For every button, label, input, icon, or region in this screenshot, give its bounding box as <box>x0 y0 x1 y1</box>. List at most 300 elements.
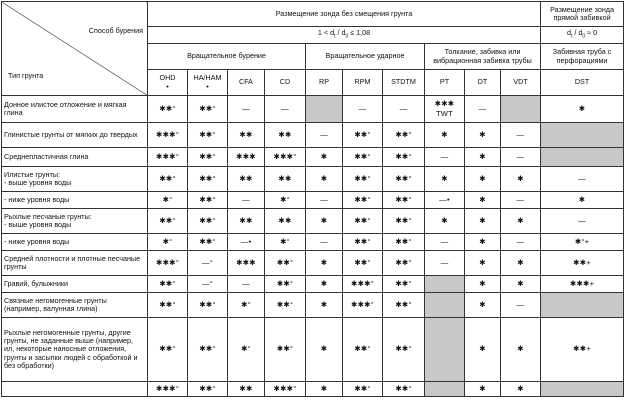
column-header <box>343 70 383 96</box>
rating-mark: ✱✱° <box>199 236 216 246</box>
rating-cell <box>148 192 188 209</box>
soil-type-cell: Донное илистое отложение и мягкая глина <box>2 96 148 123</box>
rating-mark: ✱✱✱° <box>273 151 297 161</box>
rating-mark: — <box>516 129 525 139</box>
soil-type-cell <box>2 382 148 397</box>
rating-cell <box>465 96 501 123</box>
rating-cell <box>465 167 501 192</box>
rating-cell <box>501 382 541 397</box>
rating-cell <box>343 318 383 382</box>
rating-mark: —° <box>201 278 214 288</box>
rating-mark: ✱✱✱° <box>351 299 374 309</box>
rating-cell <box>501 192 541 209</box>
rating-cell <box>465 293 501 318</box>
rating-mark: — <box>320 194 328 204</box>
rating-cell <box>228 96 265 123</box>
rating-mark: ✱✱° <box>199 194 216 204</box>
table-row <box>2 382 624 397</box>
column-note-mark: • <box>206 82 209 91</box>
rating-cell <box>383 96 425 123</box>
rating-mark: ✱✱✱° <box>156 129 179 139</box>
rating-mark: — <box>516 194 525 204</box>
rating-cell <box>541 276 624 293</box>
rating-mark: ✱✱ <box>239 129 253 139</box>
rating-mark: —• <box>439 194 450 204</box>
rating-cell <box>265 123 306 148</box>
rating-mark: — <box>399 103 408 113</box>
rating-mark: ✱✱° <box>395 278 412 288</box>
column-header <box>306 70 343 96</box>
column-header-label: PT <box>439 77 450 87</box>
rating-mark: ✱ <box>479 236 486 246</box>
rating-mark: — <box>440 257 449 267</box>
rating-mark: ✱✱° <box>159 299 176 309</box>
column-header <box>425 70 465 96</box>
column-header <box>383 70 425 96</box>
rating-cell <box>343 209 383 234</box>
rating-mark: ✱✱° <box>199 215 216 225</box>
rating-cell <box>425 192 465 209</box>
rating-mark: ✱✱ <box>239 173 253 183</box>
column-header-label: OHD <box>159 72 176 82</box>
rating-mark: ✱✱✱° <box>273 383 297 393</box>
rating-mark: ✱ <box>320 173 328 183</box>
table-row <box>2 251 624 276</box>
rating-mark: ✱✱✱° <box>351 278 374 288</box>
rating-mark: ✱✱° <box>395 236 412 246</box>
rating-cell <box>188 382 228 397</box>
rating-cell <box>465 251 501 276</box>
rating-cell <box>501 167 541 192</box>
soil-type-cell: Илистые грунты: - выше уровня воды <box>2 167 148 192</box>
rating-cell <box>306 96 343 123</box>
soil-type-cell: Глинистые грунты от мягких до твердых <box>2 123 148 148</box>
rating-cell <box>265 382 306 397</box>
rating-cell <box>465 276 501 293</box>
column-header-label: RP <box>319 77 329 87</box>
rating-mark: ✱✱° <box>354 257 371 267</box>
rating-cell <box>501 96 541 123</box>
rating-cell <box>465 192 501 209</box>
rating-mark: ✱✱° <box>276 344 294 354</box>
rating-mark: ✱✱° <box>395 173 412 183</box>
rating-mark: — <box>242 278 250 288</box>
rating-mark: ✱° <box>280 236 290 246</box>
rating-cell <box>343 192 383 209</box>
rating-cell <box>383 318 425 382</box>
rating-mark: ✱ <box>479 278 486 288</box>
rating-cell <box>425 251 465 276</box>
rating-cell <box>343 148 383 167</box>
rating-mark: ✱° <box>162 236 173 246</box>
rating-mark: ✱✱° <box>354 151 371 161</box>
rating-mark: ✱✱° <box>354 173 371 183</box>
rating-cell <box>148 148 188 167</box>
rating-cell <box>228 209 265 234</box>
column-header-label: DT <box>477 77 488 87</box>
soil-type-cell: - ниже уровня воды <box>2 192 148 209</box>
rating-mark: — <box>358 103 367 113</box>
column-header <box>265 70 306 96</box>
rating-mark: ✱ <box>320 278 328 288</box>
column-header-label: HA/HAM <box>193 72 222 82</box>
rating-cell <box>501 251 541 276</box>
rating-mark: ✱✱° <box>199 151 216 161</box>
rating-mark: ✱ <box>320 299 328 309</box>
rating-cell <box>541 192 624 209</box>
rating-mark: ✱✱✱° <box>156 151 179 161</box>
column-header <box>188 70 228 96</box>
rating-mark: ✱✱ <box>239 383 253 393</box>
rating-mark: ✱° <box>280 194 290 204</box>
rating-cell <box>425 96 465 123</box>
rating-mark: ✱✱° <box>395 383 412 393</box>
rating-mark: ✱ <box>479 151 486 161</box>
rating-mark: — <box>242 194 250 204</box>
rating-cell <box>306 209 343 234</box>
rating-cell <box>188 318 228 382</box>
rating-mark: ✱ <box>517 278 524 288</box>
rating-mark: — <box>281 103 289 113</box>
rating-cell <box>228 251 265 276</box>
rating-mark: ✱ <box>320 151 328 161</box>
rating-cell <box>343 251 383 276</box>
rating-cell <box>306 123 343 148</box>
rating-mark: ✱°+ <box>574 236 590 246</box>
rotary-percussive-header: Вращательное ударное <box>306 44 425 70</box>
rating-cell <box>188 251 228 276</box>
rating-cell <box>306 234 343 251</box>
diagonal-header-cell <box>2 2 148 96</box>
soil-type-cell: Связные негомогенные грунты (например, валунная глина) <box>2 293 148 318</box>
table-row <box>2 318 624 382</box>
rating-mark: ✱ <box>517 344 524 354</box>
rating-mark: ✱ <box>479 344 486 354</box>
rating-mark: ✱ <box>479 257 486 267</box>
rating-mark: ✱✱° <box>354 383 371 393</box>
rating-mark: —• <box>240 236 252 246</box>
rating-mark: ✱° <box>241 344 251 354</box>
rating-cell <box>343 382 383 397</box>
rating-cell <box>425 209 465 234</box>
rating-cell <box>383 276 425 293</box>
rating-cell <box>425 318 465 382</box>
rating-mark: ✱✱° <box>199 383 216 393</box>
rating-mark: ✱ <box>320 257 328 267</box>
rating-cell <box>148 293 188 318</box>
rating-cell <box>228 382 265 397</box>
rating-mark: — <box>516 299 525 309</box>
push-drive-header: Толкание, забивка или вибрационная забивка трубы <box>425 44 541 70</box>
rating-cell <box>501 123 541 148</box>
rating-cell <box>383 192 425 209</box>
rating-mark: ✱✱° <box>199 299 216 309</box>
rating-cell <box>465 148 501 167</box>
group-header-no-displacement: Размещение зонда без смещения грунта <box>148 2 541 27</box>
rating-cell <box>465 123 501 148</box>
rating-cell <box>228 293 265 318</box>
rating-cell <box>465 234 501 251</box>
rating-mark: ✱✱✱+ <box>569 278 595 288</box>
rating-cell <box>148 96 188 123</box>
rating-mark: ✱✱° <box>199 103 216 113</box>
rating-cell <box>501 293 541 318</box>
column-header-label: CFA <box>239 77 253 87</box>
rating-mark: —° <box>201 257 214 267</box>
rating-mark: ✱ <box>517 383 524 393</box>
rating-mark: — <box>242 103 250 113</box>
rating-cell <box>265 276 306 293</box>
rating-cell <box>265 167 306 192</box>
rating-cell <box>465 318 501 382</box>
rating-cell <box>148 123 188 148</box>
table-row <box>2 293 624 318</box>
rating-cell <box>383 167 425 192</box>
rating-mark: ✱✱✱ <box>236 257 256 267</box>
rating-cell <box>541 382 624 397</box>
rating-cell <box>188 234 228 251</box>
rating-cell <box>265 234 306 251</box>
rating-cell <box>501 234 541 251</box>
rating-mark: ✱✱° <box>395 215 412 225</box>
rating-mark: ✱✱° <box>354 194 371 204</box>
rating-cell <box>343 276 383 293</box>
rating-mark: ✱✱° <box>354 344 371 354</box>
rating-mark: ✱✱° <box>159 344 176 354</box>
rating-mark: — <box>578 215 586 225</box>
rating-mark: — <box>516 236 525 246</box>
rating-mark: ✱✱° <box>354 129 371 139</box>
rating-mark: ✱✱ <box>239 215 253 225</box>
drilling-method-label: Способ бурения <box>88 26 143 35</box>
rating-cell <box>343 123 383 148</box>
rating-cell <box>425 276 465 293</box>
rating-mark: ✱° <box>162 194 173 204</box>
rating-cell <box>306 276 343 293</box>
rating-cell <box>306 167 343 192</box>
rating-cell <box>265 318 306 382</box>
rating-mark: ✱° <box>241 299 251 309</box>
rating-cell <box>265 293 306 318</box>
rating-mark: ✱✱° <box>395 257 412 267</box>
rating-mark: ✱ <box>517 173 524 183</box>
soil-type-label: Тип грунта <box>8 71 44 80</box>
rating-mark: ✱✱✱ <box>236 151 256 161</box>
rating-mark: ✱ <box>320 215 328 225</box>
rating-cell <box>383 209 425 234</box>
rating-cell <box>541 293 624 318</box>
column-header <box>465 70 501 96</box>
column-header-label: VDT <box>513 77 528 87</box>
rating-cell <box>541 96 624 123</box>
rating-cell <box>148 167 188 192</box>
rating-mark: ✱ <box>578 103 586 113</box>
rating-mark: ✱✱° <box>159 173 176 183</box>
soil-type-cell: Среднепластичная глина <box>2 148 148 167</box>
rating-mark: — <box>440 151 449 161</box>
rating-cell <box>306 251 343 276</box>
rating-mark: ✱ <box>578 194 586 204</box>
rating-cell <box>228 167 265 192</box>
rating-cell <box>265 148 306 167</box>
rating-cell <box>228 276 265 293</box>
rating-mark: — <box>440 236 449 246</box>
rating-cell <box>265 96 306 123</box>
rating-cell <box>541 209 624 234</box>
rating-cell <box>383 123 425 148</box>
rating-cell <box>148 234 188 251</box>
rating-cell <box>306 293 343 318</box>
column-header <box>148 70 188 96</box>
rating-mark: ✱✱✱ <box>434 99 455 108</box>
rating-mark: ✱ <box>479 194 486 204</box>
column-note-mark: • <box>166 82 169 91</box>
rating-mark: ✱✱✱° <box>156 257 179 267</box>
table-row <box>2 167 624 192</box>
column-header-label: STDTM <box>391 77 416 87</box>
rating-cell <box>188 192 228 209</box>
rating-cell <box>148 209 188 234</box>
rating-cell <box>541 148 624 167</box>
rating-note: TWT <box>435 108 454 118</box>
rating-cell <box>306 148 343 167</box>
rating-mark: ✱ <box>479 173 486 183</box>
rating-mark: — <box>320 236 328 246</box>
rating-cell <box>228 234 265 251</box>
rating-cell <box>148 318 188 382</box>
rating-cell <box>465 382 501 397</box>
rating-mark: ✱✱+ <box>573 344 591 354</box>
rating-mark: ✱ <box>479 299 486 309</box>
rotary-drilling-header: Вращательное бурение <box>148 44 306 70</box>
rating-cell <box>425 234 465 251</box>
rating-mark: ✱ <box>441 215 448 225</box>
rating-mark: ✱ <box>320 344 328 354</box>
rating-cell <box>188 123 228 148</box>
rating-cell <box>425 382 465 397</box>
rating-mark: — <box>516 151 525 161</box>
rating-cell <box>265 251 306 276</box>
perforated-pipe-header: Забивная труба с перфорациями <box>541 44 624 70</box>
rating-cell <box>188 293 228 318</box>
table-row <box>2 234 624 251</box>
rating-mark: ✱✱° <box>199 173 216 183</box>
rating-cell <box>343 96 383 123</box>
rating-cell <box>265 209 306 234</box>
rating-cell <box>228 123 265 148</box>
rating-cell <box>148 276 188 293</box>
rating-cell <box>541 318 624 382</box>
rating-cell <box>383 234 425 251</box>
rating-cell <box>188 167 228 192</box>
rating-cell <box>228 318 265 382</box>
table-row <box>2 192 624 209</box>
soil-probe-table <box>1 1 624 397</box>
table-row <box>2 96 624 123</box>
column-header <box>541 70 624 96</box>
rating-cell <box>383 382 425 397</box>
rating-cell <box>425 167 465 192</box>
rating-cell <box>188 209 228 234</box>
rating-mark: ✱✱° <box>276 299 294 309</box>
rating-mark: ✱✱° <box>395 194 412 204</box>
rating-cell <box>265 192 306 209</box>
column-header-label: DST <box>574 77 590 87</box>
rating-mark: ✱✱ <box>278 173 292 183</box>
rating-mark: ✱ <box>320 383 328 393</box>
ratio-zero-header: $d_t / d_0 \approx 0$ <box>541 27 624 44</box>
soil-type-cell: Рыхлые негомогенные грунты, другие грунты, не заданные выше (например, ил, некоторые наносные отложения, грунты и засыпки людей с обработкой и без обработки) <box>2 318 148 382</box>
rating-mark: ✱✱° <box>395 151 412 161</box>
rating-cell <box>228 192 265 209</box>
rating-cell <box>383 251 425 276</box>
rating-cell <box>343 167 383 192</box>
rating-mark: — <box>320 129 328 139</box>
rating-cell <box>541 234 624 251</box>
rating-cell <box>425 293 465 318</box>
rating-mark: ✱✱+ <box>573 257 591 267</box>
rating-cell <box>501 276 541 293</box>
rating-mark: ✱✱✱° <box>156 383 179 393</box>
rating-mark: ✱✱° <box>159 278 176 288</box>
table-row <box>2 148 624 167</box>
rating-mark: ✱✱ <box>278 129 292 139</box>
rating-mark: — <box>578 173 586 183</box>
rating-mark: ✱✱° <box>159 215 176 225</box>
rating-mark: ✱ <box>441 129 448 139</box>
rating-cell <box>188 276 228 293</box>
rating-cell <box>425 148 465 167</box>
rating-cell <box>306 318 343 382</box>
rating-mark: ✱✱° <box>395 344 412 354</box>
rating-cell <box>148 382 188 397</box>
rating-mark: ✱✱° <box>354 215 371 225</box>
rating-mark: ✱✱° <box>159 103 176 113</box>
column-header <box>228 70 265 96</box>
rating-cell <box>343 293 383 318</box>
column-header-label: CD <box>279 77 291 87</box>
rating-cell <box>541 251 624 276</box>
rating-cell <box>343 234 383 251</box>
rating-cell <box>465 209 501 234</box>
rating-mark: ✱✱° <box>354 236 371 246</box>
rating-cell <box>541 167 624 192</box>
rating-mark: ✱✱° <box>395 299 412 309</box>
column-header <box>501 70 541 96</box>
rating-cell <box>501 318 541 382</box>
rating-mark: ✱✱° <box>199 344 216 354</box>
soil-type-cell: - ниже уровня воды <box>2 234 148 251</box>
column-header-label: RPM <box>354 77 371 87</box>
soil-type-cell: Средней плотности и плотные песчаные грунты <box>2 251 148 276</box>
rating-mark: ✱ <box>517 215 524 225</box>
soil-type-cell: Рыхлые песчаные грунты: - выше уровня воды <box>2 209 148 234</box>
rating-cell <box>425 123 465 148</box>
rating-mark: ✱ <box>479 129 486 139</box>
rating-cell <box>383 293 425 318</box>
rating-cell <box>383 148 425 167</box>
rating-mark: ✱✱° <box>395 129 412 139</box>
rating-mark: ✱ <box>441 173 448 183</box>
rating-cell <box>306 192 343 209</box>
rating-cell <box>306 382 343 397</box>
rating-mark: — <box>478 103 487 113</box>
rating-mark: ✱✱ <box>278 215 292 225</box>
rating-mark: ✱✱° <box>276 278 294 288</box>
group-header-direct-driving: Размещение зонда прямой забивкой <box>541 2 624 27</box>
rating-cell <box>228 148 265 167</box>
soil-type-cell: Гравий, булыжники <box>2 276 148 293</box>
